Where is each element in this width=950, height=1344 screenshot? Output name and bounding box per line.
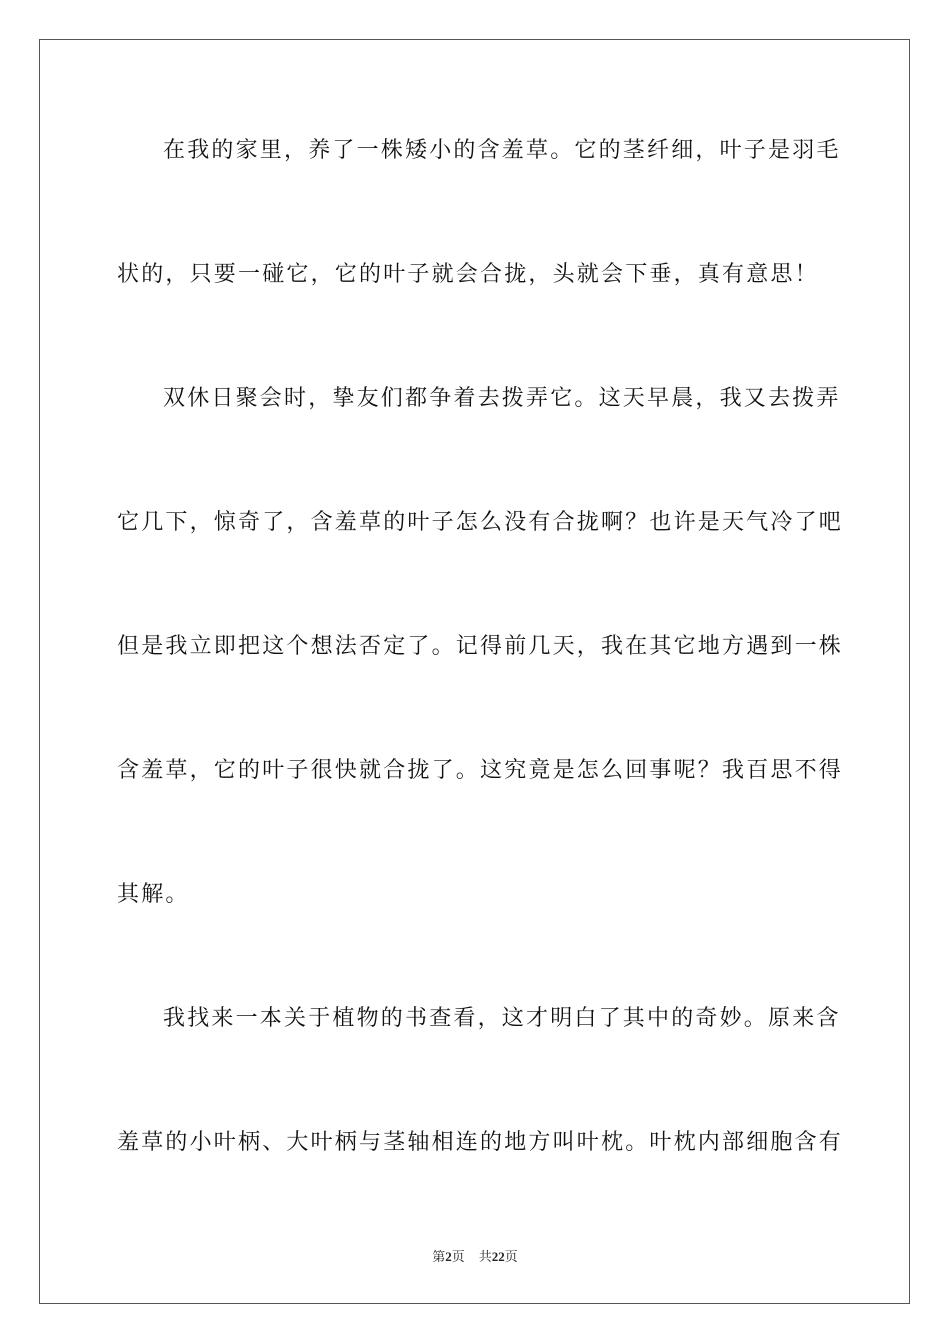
- paragraph-2-line-5: 其解。: [117, 882, 190, 907]
- total-suffix: 页: [504, 1249, 518, 1264]
- paragraph-1-line-2: 状的，只要一碰它，它的叶子就会合拢，头就会下垂，真有意思！: [117, 262, 819, 287]
- paragraph-3-line-2: 羞草的小叶柄、大叶柄与茎轴相连的地方叫叶枕。叶枕内部细胞含有: [117, 1130, 844, 1155]
- paragraph-2-line-1: 双休日聚会时，挚友们都争着去拨弄它。这天早晨，我又去拨弄: [163, 386, 841, 411]
- paragraph-2-line-3: 但是我立即把这个想法否定了。记得前几天，我在其它地方遇到一株: [117, 634, 844, 659]
- total-pages: 22: [491, 1249, 505, 1264]
- page-footer: [0, 1248, 950, 1266]
- paragraph-3-line-1: 我找来一本关于植物的书查看，这才明白了其中的奇妙。原来含: [163, 1006, 841, 1031]
- paragraph-2-line-4: 含羞草，它的叶子很快就合拢了。这究竟是怎么回事呢？我百思不得: [117, 758, 844, 783]
- paragraph-2-line-2: 它几下，惊奇了，含羞草的叶子怎么没有合拢啊？也许是天气冷了吧: [117, 510, 844, 535]
- paragraph-1-line-1: 在我的家里，养了一株矮小的含羞草。它的茎纤细，叶子是羽毛: [163, 138, 841, 163]
- page-number: 2: [445, 1249, 452, 1264]
- page-suffix: 页: [451, 1249, 465, 1264]
- total-prefix: 共: [478, 1249, 492, 1264]
- page-prefix: 第: [432, 1249, 446, 1264]
- page-border: [39, 39, 910, 1304]
